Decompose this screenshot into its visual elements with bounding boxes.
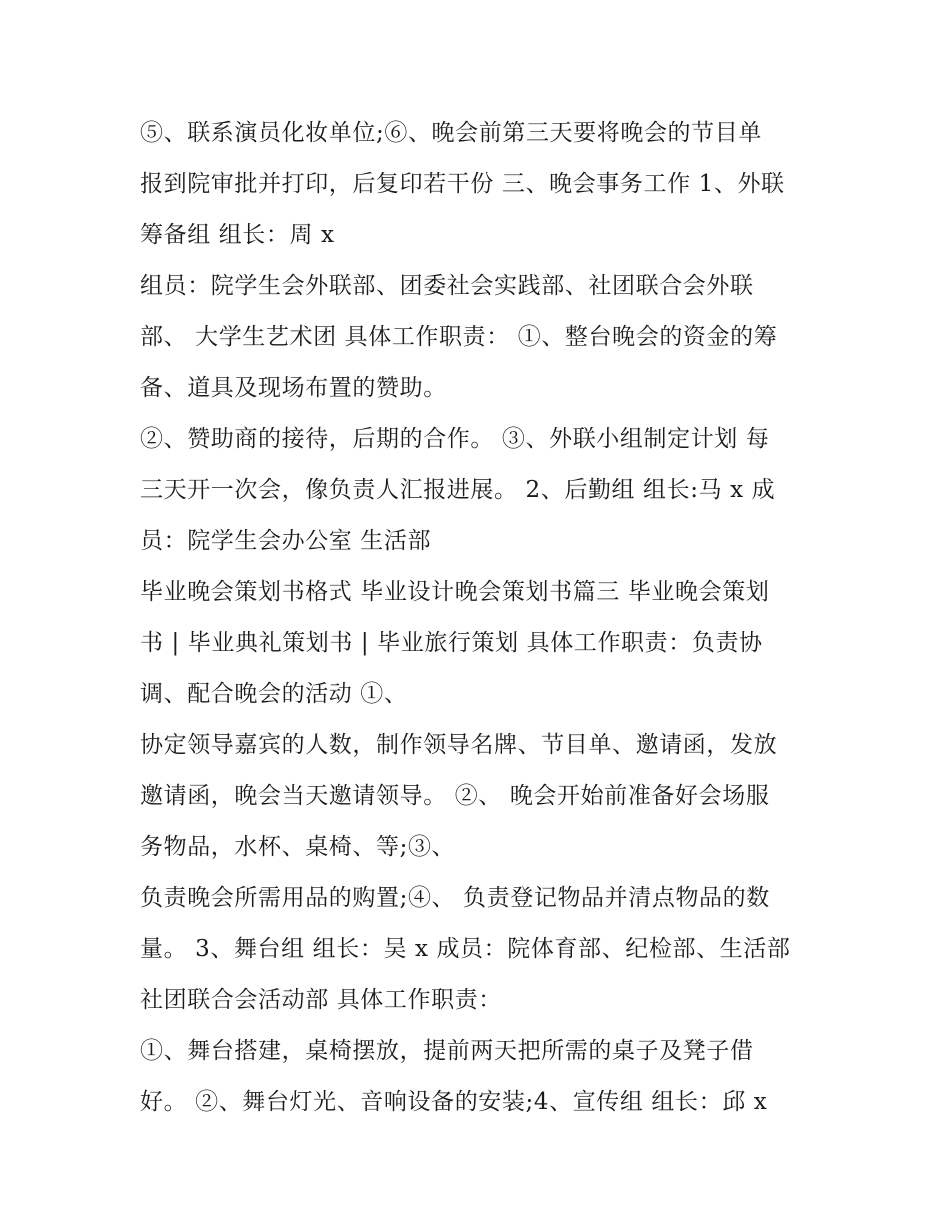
text-line: 筹备组 组长：周 x: [140, 222, 335, 248]
text-line: 量。 3、舞台组 组长：吴 x 成员：院体育部、纪检部、生活部: [140, 936, 791, 962]
text-line: 报到院审批并打印，后复印若干份 三、晚会事务工作 1、外联: [140, 171, 785, 197]
text-line: 调、配合晚会的活动 ①、: [140, 681, 408, 707]
text-line: 务物品，水杯、桌椅、等;③、: [140, 834, 456, 860]
text-line: 组员：院学生会外联部、团委社会实践部、社团联合会外联: [140, 273, 754, 299]
text-line: 部、 大学生艺术团 具体工作职责： ①、整台晚会的资金的筹: [140, 324, 778, 350]
text-line: ②、赞助商的接待，后期的合作。 ③、外联小组制定计划 每: [140, 426, 770, 452]
text-line: 毕业晚会策划书格式 毕业设计晚会策划书篇三 毕业晚会策划: [140, 579, 770, 605]
text-line: 书 | 毕业典礼策划书 | 毕业旅行策划 具体工作职责：负责协: [140, 630, 763, 656]
text-line: 负责晚会所需用品的购置;④、 负责登记物品并清点物品的数: [140, 885, 770, 911]
text-line: 备、道具及现场布置的赞助。: [140, 375, 447, 401]
text-line: ①、舞台搭建，桌椅摆放，提前两天把所需的桌子及凳子借: [140, 1038, 754, 1064]
text-line: 协定领导嘉宾的人数，制作领导名牌、节目单、邀请函，发放: [140, 732, 778, 758]
body-text: [140, 108, 830, 1128]
text-line: 好。 ②、舞台灯光、音响设备的安装;4、宣传组 组长：邱 x: [140, 1089, 768, 1115]
text-line: ⑤、联系演员化妆单位;⑥、晚会前第三天要将晚会的节目单: [140, 120, 762, 146]
text-line: 三天开一次会，像负责人汇报进展。 2、后勤组 组长:马 x 成: [140, 477, 776, 503]
text-line: 社团联合会活动部 具体工作职责：: [140, 987, 502, 1013]
text-line: 员：院学生会办公室 生活部: [140, 528, 432, 554]
text-line: 邀请函，晚会当天邀请领导。 ②、 晚会开始前准备好会场服: [140, 783, 770, 809]
